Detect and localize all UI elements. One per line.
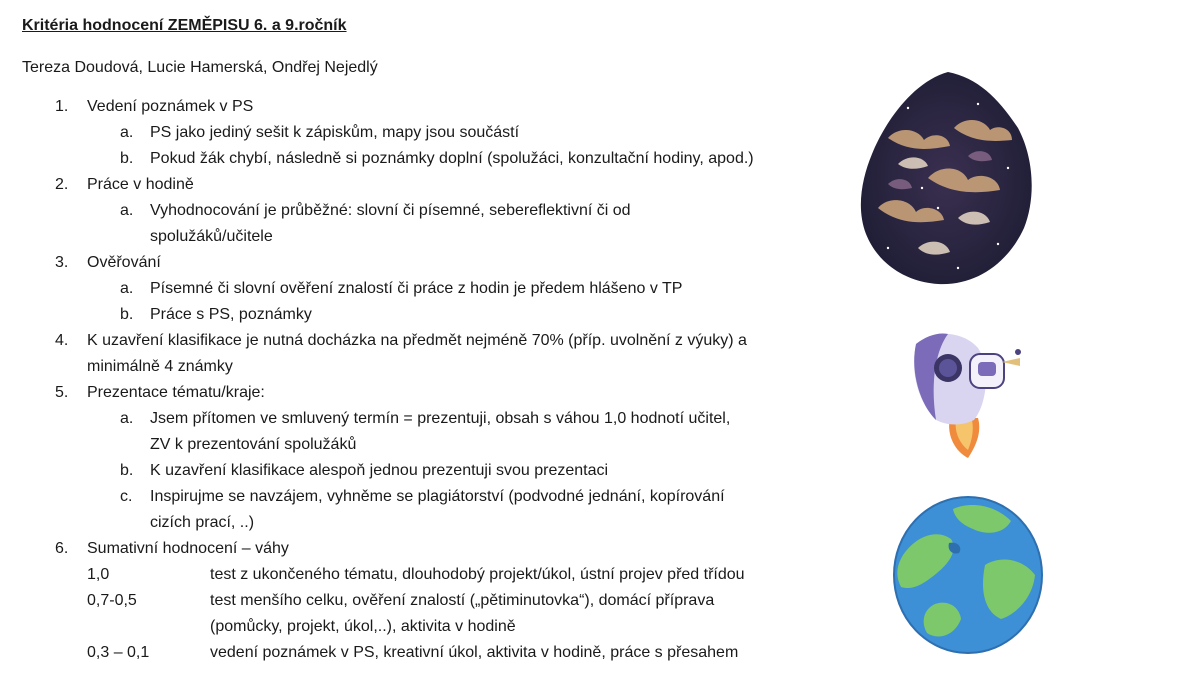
sub-item-text: PS jako jediný sešit k zápiskům, mapy jsou součástí <box>150 124 520 141</box>
weight-value: 0,3 – 0,1 <box>87 644 150 661</box>
weight-description: test z ukončeného tématu, dlouhodobý projekt/úkol, ústní projev před třídou <box>210 566 745 583</box>
list-item-text: Práce v hodině <box>87 176 194 193</box>
sub-item-text: K uzavření klasifikace alespoň jednou prezentuji svou prezentaci <box>150 462 609 479</box>
galaxy-cloud-icon <box>858 68 1038 290</box>
sub-item-text: Inspirujme se navzájem, vyhněme se plagiátorství (podvodné jednání, kopírování <box>150 488 725 505</box>
sub-item-text: cizích prací, ..) <box>150 514 255 531</box>
list-item-text: Ověřování <box>87 254 161 271</box>
sub-item-text: spolužáků/učitele <box>150 228 273 245</box>
list-item-text: K uzavření klasifikace je nutná docházka na předmět nejméně 70% (příp. uvolnění z výuky) a <box>87 332 747 349</box>
document-title: Kritéria hodnocení ZEMĚPISU 6. a 9.ročník <box>22 17 347 34</box>
sub-item-text: Práce s PS, poznámky <box>150 306 312 323</box>
sub-item-text: ZV k prezentování spolužáků <box>150 436 357 453</box>
list-item-number: 3. <box>55 254 69 271</box>
list-item-text: Sumativní hodnocení – váhy <box>87 540 289 557</box>
weight-value: 0,7-0,5 <box>87 592 137 609</box>
sub-item-letter: a. <box>120 124 134 141</box>
list-item-number: 6. <box>55 540 69 557</box>
weight-description: vedení poznámek v PS, kreativní úkol, aktivita v hodině, práce s přesahem <box>210 644 739 661</box>
sub-item-letter: b. <box>120 150 134 167</box>
list-item-number: 1. <box>55 98 69 115</box>
sub-item-text: Pokud žák chybí, následně si poznámky doplní (spolužáci, konzultační hodiny, apod.) <box>150 150 754 167</box>
rocket-astronaut-icon <box>906 322 1030 460</box>
list-item-number: 5. <box>55 384 69 401</box>
sub-item-letter: a. <box>120 202 134 219</box>
list-item-number: 4. <box>55 332 69 349</box>
list-item-text: minimálně 4 známky <box>87 358 233 375</box>
sub-item-letter: b. <box>120 306 134 323</box>
sub-item-text: Vyhodnocování je průběžné: slovní či písemné, sebereflektivní či od <box>150 202 631 219</box>
list-item-text: Prezentace tématu/kraje: <box>87 384 265 401</box>
sub-item-letter: a. <box>120 280 134 297</box>
list-item-text: Vedení poznámek v PS <box>87 98 254 115</box>
list-item-number: 2. <box>55 176 69 193</box>
weight-description: (pomůcky, projekt, úkol,..), aktivita v hodině <box>210 618 516 635</box>
sub-item-letter: b. <box>120 462 134 479</box>
sub-item-text: Písemné či slovní ověření znalostí či práce z hodin je předem hlášeno v TP <box>150 280 683 297</box>
sub-item-letter: c. <box>120 488 133 505</box>
weight-description: test menšího celku, ověření znalostí („pětiminutovka“), domácí příprava <box>210 592 715 609</box>
sub-item-text: Jsem přítomen ve smluvený termín = prezentuji, obsah s váhou 1,0 hodnotí učitel, <box>150 410 731 427</box>
earth-globe-icon <box>893 495 1043 655</box>
sub-item-letter: a. <box>120 410 134 427</box>
authors: Tereza Doudová, Lucie Hamerská, Ondřej Nejedlý <box>22 59 378 76</box>
weight-value: 1,0 <box>87 566 110 583</box>
